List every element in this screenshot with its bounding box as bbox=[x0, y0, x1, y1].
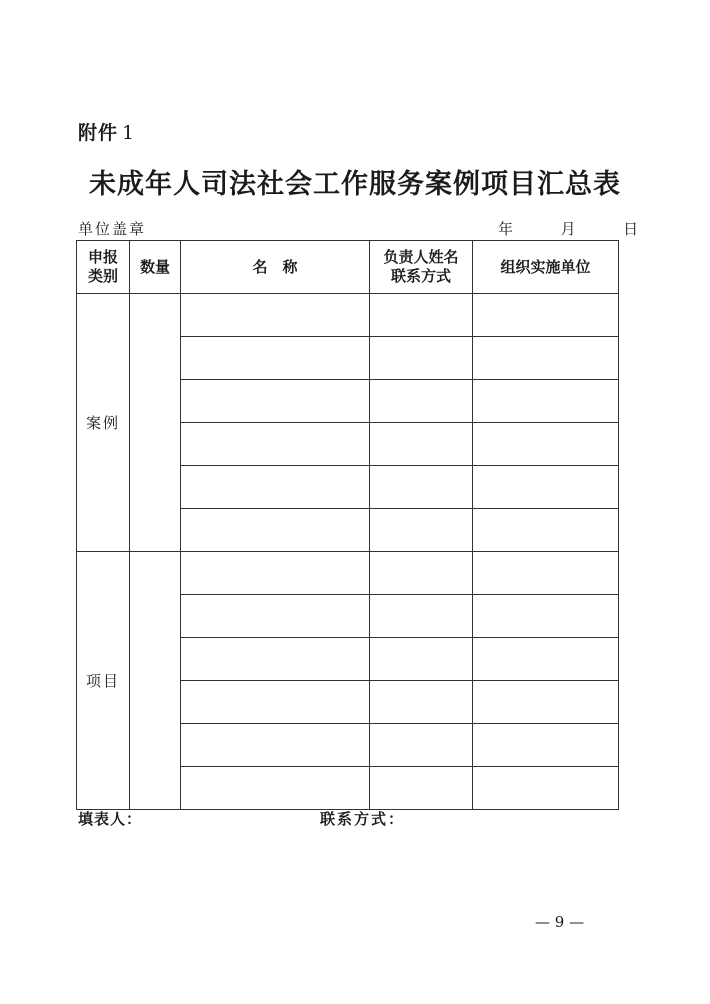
contact-cell[interactable] bbox=[370, 294, 473, 337]
contact-cell[interactable] bbox=[370, 380, 473, 423]
date-field bbox=[498, 218, 638, 239]
name-cell[interactable] bbox=[181, 466, 370, 509]
org-cell[interactable] bbox=[473, 595, 619, 638]
contact-cell[interactable] bbox=[370, 509, 473, 552]
contact-cell[interactable] bbox=[370, 423, 473, 466]
filler-label: 填表人： bbox=[78, 810, 143, 828]
month-label: 月 bbox=[560, 220, 576, 238]
header-count: 数量 bbox=[130, 241, 181, 294]
count-cell[interactable] bbox=[130, 552, 181, 810]
name-cell[interactable] bbox=[181, 681, 370, 724]
contact-cell[interactable] bbox=[370, 337, 473, 380]
name-cell[interactable] bbox=[181, 509, 370, 552]
header-org: 组织实施单位 bbox=[473, 241, 619, 294]
org-cell[interactable] bbox=[473, 509, 619, 552]
category-cell: 案例 bbox=[77, 294, 130, 552]
name-cell[interactable] bbox=[181, 724, 370, 767]
contact-cell[interactable] bbox=[370, 595, 473, 638]
contact-cell[interactable] bbox=[370, 724, 473, 767]
contact-cell[interactable] bbox=[370, 681, 473, 724]
page-title: 未成年人司法社会工作服务案例项目汇总表 bbox=[89, 169, 621, 200]
unit-seal-label: 单位盖章 bbox=[78, 220, 147, 238]
org-cell[interactable] bbox=[473, 423, 619, 466]
contact-cell[interactable] bbox=[370, 552, 473, 595]
org-cell[interactable] bbox=[473, 681, 619, 724]
org-cell[interactable] bbox=[473, 294, 619, 337]
year-label: 年 bbox=[498, 220, 514, 238]
contact-cell[interactable] bbox=[370, 767, 473, 810]
org-cell[interactable] bbox=[473, 466, 619, 509]
table-row bbox=[77, 552, 619, 595]
contact-label: 联系方式： bbox=[320, 810, 406, 828]
page-number: — 9 — bbox=[535, 913, 585, 931]
org-cell[interactable] bbox=[473, 724, 619, 767]
org-cell[interactable] bbox=[473, 638, 619, 681]
name-cell[interactable] bbox=[181, 380, 370, 423]
contact-cell[interactable] bbox=[370, 638, 473, 681]
table-row bbox=[77, 294, 619, 337]
org-cell[interactable] bbox=[473, 380, 619, 423]
name-cell[interactable] bbox=[181, 595, 370, 638]
header-name: 名 称 bbox=[181, 241, 370, 294]
name-cell[interactable] bbox=[181, 423, 370, 466]
org-cell[interactable] bbox=[473, 337, 619, 380]
count-cell[interactable] bbox=[130, 294, 181, 552]
header-category: 申报 类别 bbox=[77, 241, 130, 294]
table-header-row bbox=[77, 241, 619, 294]
org-cell[interactable] bbox=[473, 552, 619, 595]
name-cell[interactable] bbox=[181, 294, 370, 337]
name-cell[interactable] bbox=[181, 337, 370, 380]
header-contact: 负责人姓名 联系方式 bbox=[370, 241, 473, 294]
category-cell: 项目 bbox=[77, 552, 130, 810]
org-cell[interactable] bbox=[473, 767, 619, 810]
summary-table bbox=[76, 240, 619, 810]
name-cell[interactable] bbox=[181, 767, 370, 810]
contact-cell[interactable] bbox=[370, 466, 473, 509]
name-cell[interactable] bbox=[181, 638, 370, 681]
name-cell[interactable] bbox=[181, 552, 370, 595]
day-label: 日 bbox=[623, 220, 639, 238]
attachment-label: 附件 1 bbox=[78, 122, 136, 144]
